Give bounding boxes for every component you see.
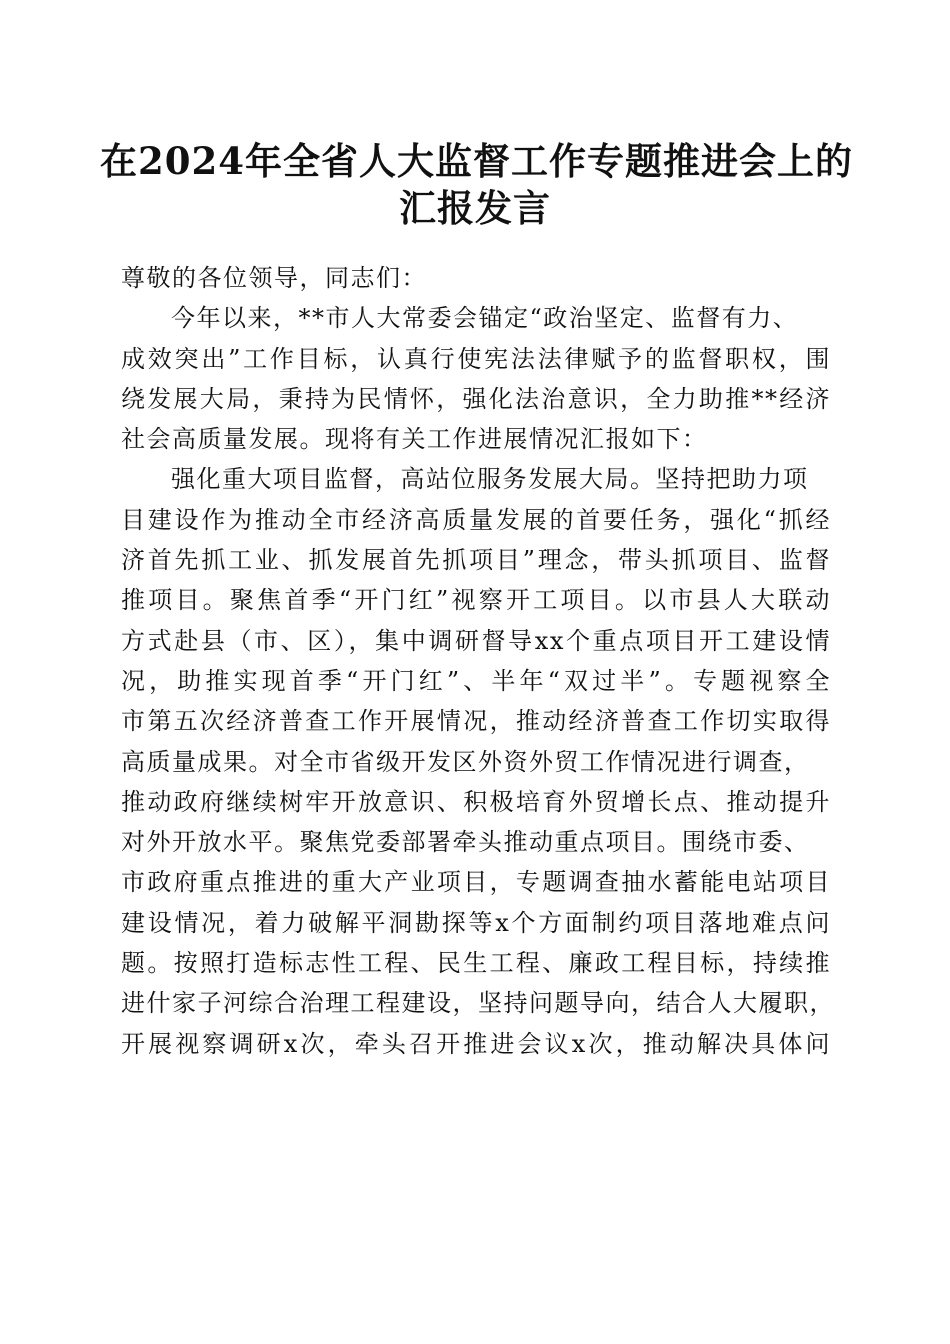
paragraph-2-line: 高质量成果。对全市省级开发区外资外贸工作情况进行调查， (121, 747, 810, 776)
paragraph-2-line: 方式赴县（市、区），集中调研督导xx个重点项目开工建设情 (121, 626, 831, 655)
paragraph-2-line: 建设情况，着力破解平洞勘探等x个方面制约项目落地难点问 (121, 908, 831, 937)
paragraph-2-line: 况，助推实现首季“开门红”、半年“双过半”。专题视察全 (121, 666, 831, 695)
paragraph-2-line: 对外开放水平。聚焦党委部署牵头推动重点项目。围绕市委、 (121, 828, 810, 857)
paragraph-1-line: 今年以来，**市人大常委会锚定“政治坚定、监督有力、 (171, 304, 799, 333)
salutation: 尊敬的各位领导，同志们： (121, 264, 427, 292)
paragraph-2-line: 推动政府继续树牢开放意识、积极培育外贸增长点、推动提升 (121, 787, 831, 816)
paragraph-2-line: 题。按照打造标志性工程、民生工程、廉政工程目标，持续推 (121, 949, 831, 978)
paragraph-2-line: 强化重大项目监督，高站位服务发展大局。坚持把助力项 (171, 465, 809, 494)
paragraph-1-line: 绕发展大局，秉持为民情怀，强化法治意识，全力助推**经济 (121, 384, 831, 413)
paragraph-2-line: 市第五次经济普查工作开展情况，推动经济普查工作切实取得 (121, 707, 831, 736)
paragraph-2-line: 市政府重点推进的重大产业项目，专题调查抽水蓄能电站项目 (121, 868, 831, 897)
document-title (100, 138, 853, 232)
paragraph-1-line: 成效突出”工作目标，认真行使宪法法律赋予的监督职权，围 (121, 344, 831, 373)
paragraph-2-line: 开展视察调研x次，牵头召开推进会议x次，推动解决具体问 (121, 1029, 831, 1058)
paragraph-2-line: 济首先抓工业、抓发展首先抓项目”理念，带头抓项目、监督 (121, 546, 831, 575)
paragraph-2-line: 目建设作为推动全市经济高质量发展的首要任务，强化“抓经 (121, 505, 831, 534)
paragraph-1-line: 社会高质量发展。现将有关工作进展情况汇报如下： (121, 425, 708, 454)
paragraph-2-line: 进什家子河综合治理工程建设，坚持问题导向，结合人大履职， (121, 989, 835, 1018)
document-body (121, 258, 835, 1064)
title-line-1: 在2024年全省人大监督工作专题推进会上的 (100, 139, 853, 183)
title-line-2: 汇报发言 (399, 186, 551, 230)
paragraph-2-line: 推项目。聚焦首季“开门红”视察开工项目。以市县人大联动 (121, 586, 831, 615)
